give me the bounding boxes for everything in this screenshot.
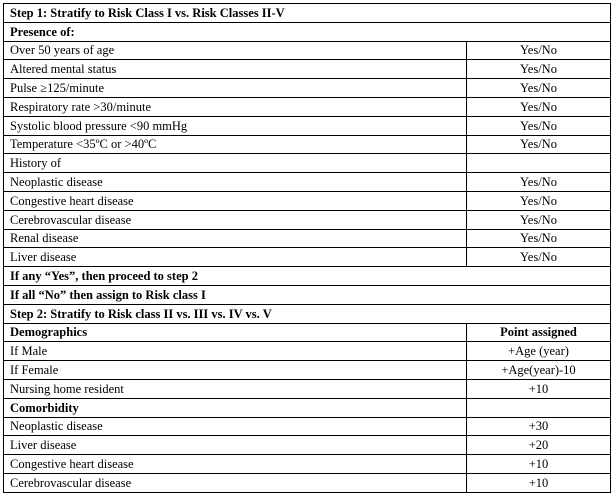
- row-label: Cerebrovascular disease: [4, 473, 467, 492]
- row-value: +Age(year)-10: [467, 361, 611, 380]
- table-row: [4, 473, 611, 492]
- row-value: Yes/No: [467, 41, 611, 60]
- table-row: [4, 361, 611, 380]
- row-value: Yes/No: [467, 173, 611, 192]
- table-row: [4, 398, 611, 417]
- row-label: Cerebrovascular disease: [4, 210, 467, 229]
- row-label: Nursing home resident: [4, 379, 467, 398]
- row-label: Neoplastic disease: [4, 173, 467, 192]
- table-row: [4, 455, 611, 474]
- row-label: Respiratory rate >30/minute: [4, 97, 467, 116]
- row-value: +30: [467, 417, 611, 436]
- table-row: [4, 135, 611, 154]
- table-row: [4, 79, 611, 98]
- row-value: +10: [467, 473, 611, 492]
- table-row: [4, 379, 611, 398]
- step1-title: Step 1: Stratify to Risk Class I vs. Risk Classes II-V: [4, 4, 611, 23]
- row-value: +10: [467, 455, 611, 474]
- row-value: Yes/No: [467, 60, 611, 79]
- row-value: Yes/No: [467, 97, 611, 116]
- comorbidity-label: Comorbidity: [4, 398, 467, 417]
- empty-cell: [467, 398, 611, 417]
- table-row: [4, 285, 611, 304]
- row-label: Congestive heart disease: [4, 455, 467, 474]
- row-value: Yes/No: [467, 116, 611, 135]
- table-row: [4, 267, 611, 286]
- points-header: Point assigned: [467, 323, 611, 342]
- history-label: History of: [4, 154, 467, 173]
- table-row: [4, 417, 611, 436]
- demographics-label: Demographics: [4, 323, 467, 342]
- table-row: [4, 210, 611, 229]
- row-label: Pulse ≥125/minute: [4, 79, 467, 98]
- row-value: Yes/No: [467, 191, 611, 210]
- presence-label: Presence of:: [4, 22, 611, 41]
- table-row: [4, 191, 611, 210]
- row-label: Renal disease: [4, 229, 467, 248]
- table-row: [4, 342, 611, 361]
- row-label: Liver disease: [4, 436, 467, 455]
- row-value: +Age (year): [467, 342, 611, 361]
- table-row: [4, 60, 611, 79]
- row-label: Systolic blood pressure <90 mmHg: [4, 116, 467, 135]
- table-row: [4, 97, 611, 116]
- table-row: [4, 323, 611, 342]
- step2-title: Step 2: Stratify to Risk class II vs. III vs. IV vs. V: [4, 304, 611, 323]
- row-label: Altered mental status: [4, 60, 467, 79]
- row-value: +10: [467, 379, 611, 398]
- row-value: Yes/No: [467, 79, 611, 98]
- row-value: Yes/No: [467, 210, 611, 229]
- row-value: Yes/No: [467, 229, 611, 248]
- row-label: Congestive heart disease: [4, 191, 467, 210]
- if-yes-instruction: If any “Yes”, then proceed to step 2: [4, 267, 611, 286]
- row-label: Liver disease: [4, 248, 467, 267]
- row-value: Yes/No: [467, 248, 611, 267]
- row-label: If Male: [4, 342, 467, 361]
- table-row: [4, 229, 611, 248]
- row-label: Temperature <35ºC or >40ºC: [4, 135, 467, 154]
- table-row: [4, 22, 611, 41]
- empty-cell: [467, 154, 611, 173]
- table-row: [4, 116, 611, 135]
- table-row: [4, 248, 611, 267]
- table-row: [4, 436, 611, 455]
- table-row: [4, 173, 611, 192]
- table-row: [4, 41, 611, 60]
- row-label: If Female: [4, 361, 467, 380]
- table-row: [4, 154, 611, 173]
- table-row: [4, 304, 611, 323]
- table-row: [4, 4, 611, 23]
- row-label: Over 50 years of age: [4, 41, 467, 60]
- if-no-instruction: If all “No” then assign to Risk class I: [4, 285, 611, 304]
- row-label: Neoplastic disease: [4, 417, 467, 436]
- row-value: Yes/No: [467, 135, 611, 154]
- risk-stratification-table: [3, 3, 611, 493]
- row-value: +20: [467, 436, 611, 455]
